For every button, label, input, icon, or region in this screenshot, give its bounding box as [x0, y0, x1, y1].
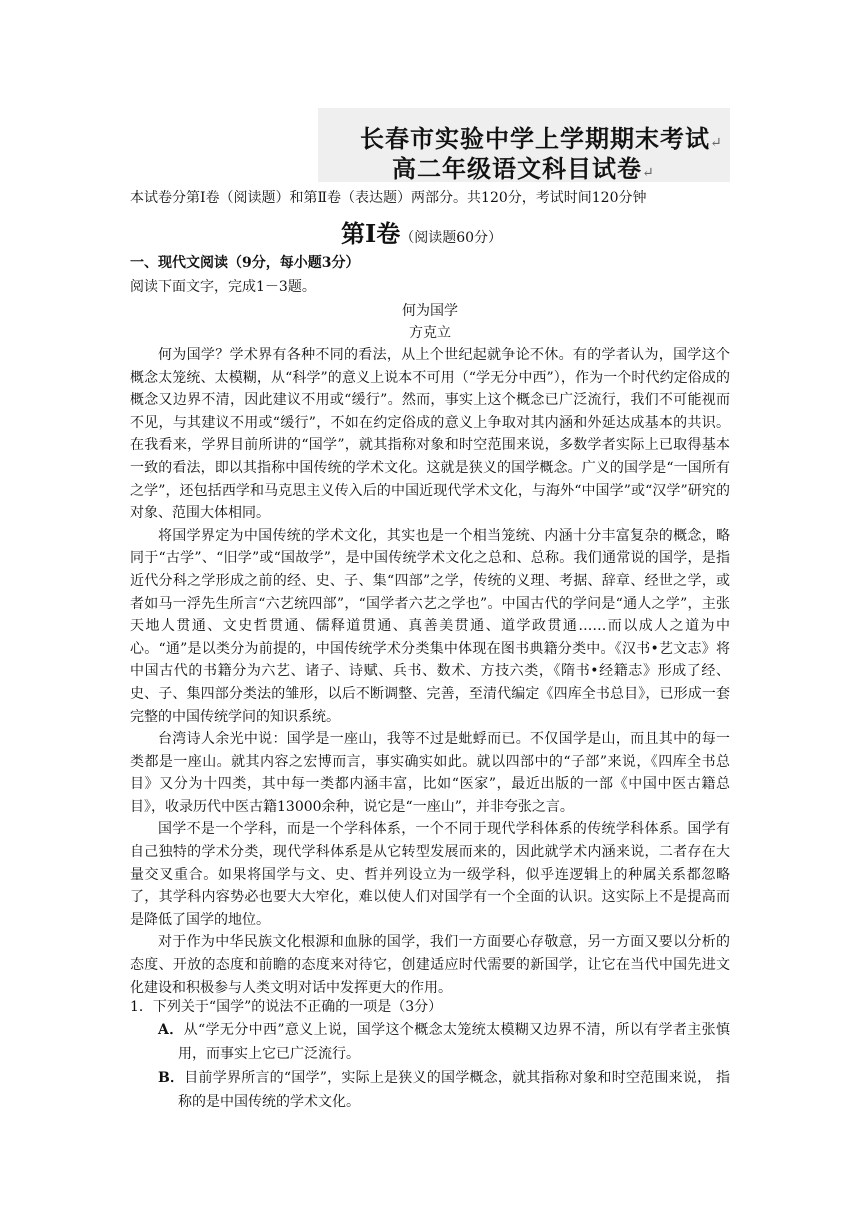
exam-title-line2 — [392, 154, 655, 188]
section1-heading: 一、现代文阅读（9分，每小题3分） — [130, 255, 360, 271]
article-title: 何为国学 — [402, 303, 458, 319]
part1-subtitle: （阅读题60分） — [400, 230, 503, 246]
exam-subtitle-text: 高二年级语文科目试卷 — [392, 154, 642, 183]
option-text: 目前学界所言的“国学”，实际上是狭义的国学概念，就其指称对象和时空范围来说， 指称的是中国传统的学术文化。 — [178, 1070, 730, 1110]
article-paragraph: 台湾诗人余光中说：国学是一座山，我等不过是蚍蜉而已。不仅国学是山，而且其中的每一类都是一座山。就其内容之宏博而言，事实确实如此。就以四部中的“子部”来说，《四库全书总目》又分为十四类，其中每一类都内涵丰富，比如“医家”，最近出版的一部《中国中医古籍总目》，收录历代中医古籍13000余种，说它是“一座山”，并非夸张之言。 — [130, 731, 730, 815]
paragraph-mark-icon: ↵ — [710, 135, 723, 151]
article-paragraph: 国学不是一个学科，而是一个学科体系，一个不同于现代学科体系的传统学科体系。国学有自己独特的学术分类，现代学科体系是从它转型发展而来的，因此就学术内涵来说，二者存在大量交叉重合。如果将国学与文、史、哲并列设立为一级学科，似乎连逻辑上的种属关系都忽略了，其学科内容势必也要大大窄化，难以使人们对国学有一个全面的认识。这实际上不是提高而是降低了国学的地位。 — [130, 821, 730, 928]
article-paragraph: 何为国学？学术界有各种不同的看法，从上个世纪起就争论不休。有的学者认为，国学这个概念太笼统、太模糊，从“科学”的意义上说本不可用（“学无分中西”），作为一个时代约定俗成的概念又边界不清，因此建议不用或“缓行”。然而，事实上这个概念已广泛流行，我们不可能视而不见，与其建议不用或“缓行”，不如在约定俗成的意义上争取对其内涵和外延达成基本的共识。在我看来，学界目前所讲的“国学”，就其指称对象和时空范围来说，多数学者实际上已取得基本一致的看法，即以其指称中国传统的学术文化。这就是狭义的国学概念。广义的国学是“一国所有之学”，还包括西学和马克思主义传入后的中国近现代学术文化，与海外“中国学”或“汉学”研究的对象、范围大体相同。 — [130, 347, 730, 522]
article-paragraph: 将国学界定为中国传统的学术文化，其实也是一个相当笼统、内涵十分丰富复杂的概念，略同于“古学”、“旧学”或“国故学”，是中国传统学术文化之总和、总称。我们通常说的国学，是指近代分科之学形成之前的经、史、子、集“四部”之学，传统的义理、考据、辞章、经世之学，或者如马一浮先生所言“六艺统四部”，“国学者六艺之学也”。中国古代的学问是“通人之学”，主张天地人贯通、文史哲贯通、儒释道贯通、真善美贯通、道学政贯通……而以成人之道为中心。“通”是以类分为前提的，中国传统学术分类集中体现在图书典籍分类中。《汉书•艺文志》将中国古代的书籍分为六艺、诸子、诗赋、兵书、数术、方技六类，《隋书•经籍志》形成了经、史、子、集四部分类法的雏形，以后不断调整、完善，至清代编定《四库全书总目》，已形成一套完整的中国传统学问的知识系统。 — [130, 527, 730, 725]
article-paragraph: 对于作为中华民族文化根源和血脉的国学，我们一方面要心存敬意，另一方面又要以分析的态度、开放的态度和前瞻的态度来对待它，创建适应时代需要的新国学，让它在当代中国先进文化建设和积极参与人类文明对话中发挥更大的作用。 — [130, 934, 730, 996]
option-label: A． — [158, 1022, 184, 1038]
part1-title: 第Ⅰ卷 — [341, 219, 401, 248]
article-body — [130, 344, 730, 999]
option-label: B． — [158, 1070, 185, 1086]
section1-instruction: 阅读下面文字，完成1－3题。 — [130, 279, 316, 295]
part1-heading — [341, 214, 502, 249]
option-b — [158, 1066, 730, 1114]
option-text: 从“学无分中西”意义上说，国学这个概念太笼统太模糊又边界不清，所以有学者主张慎用，而事实上它已广泛流行。 — [178, 1022, 730, 1062]
option-a — [158, 1018, 730, 1066]
exam-title-line1 — [360, 124, 723, 158]
article-author: 方克立 — [409, 325, 451, 341]
question-stem: 1．下列关于“国学”的说法不正确的一项是（3分） — [130, 999, 443, 1015]
paragraph-mark-icon: ↵ — [642, 165, 655, 181]
exam-title-text: 长春市实验中学上学期期末考试 — [360, 124, 710, 153]
question-1 — [130, 996, 730, 1114]
exam-intro: 本试卷分第Ⅰ卷（阅读题）和第Ⅱ卷（表达题）两部分。共120分，考试时间120分钟 — [130, 190, 647, 206]
